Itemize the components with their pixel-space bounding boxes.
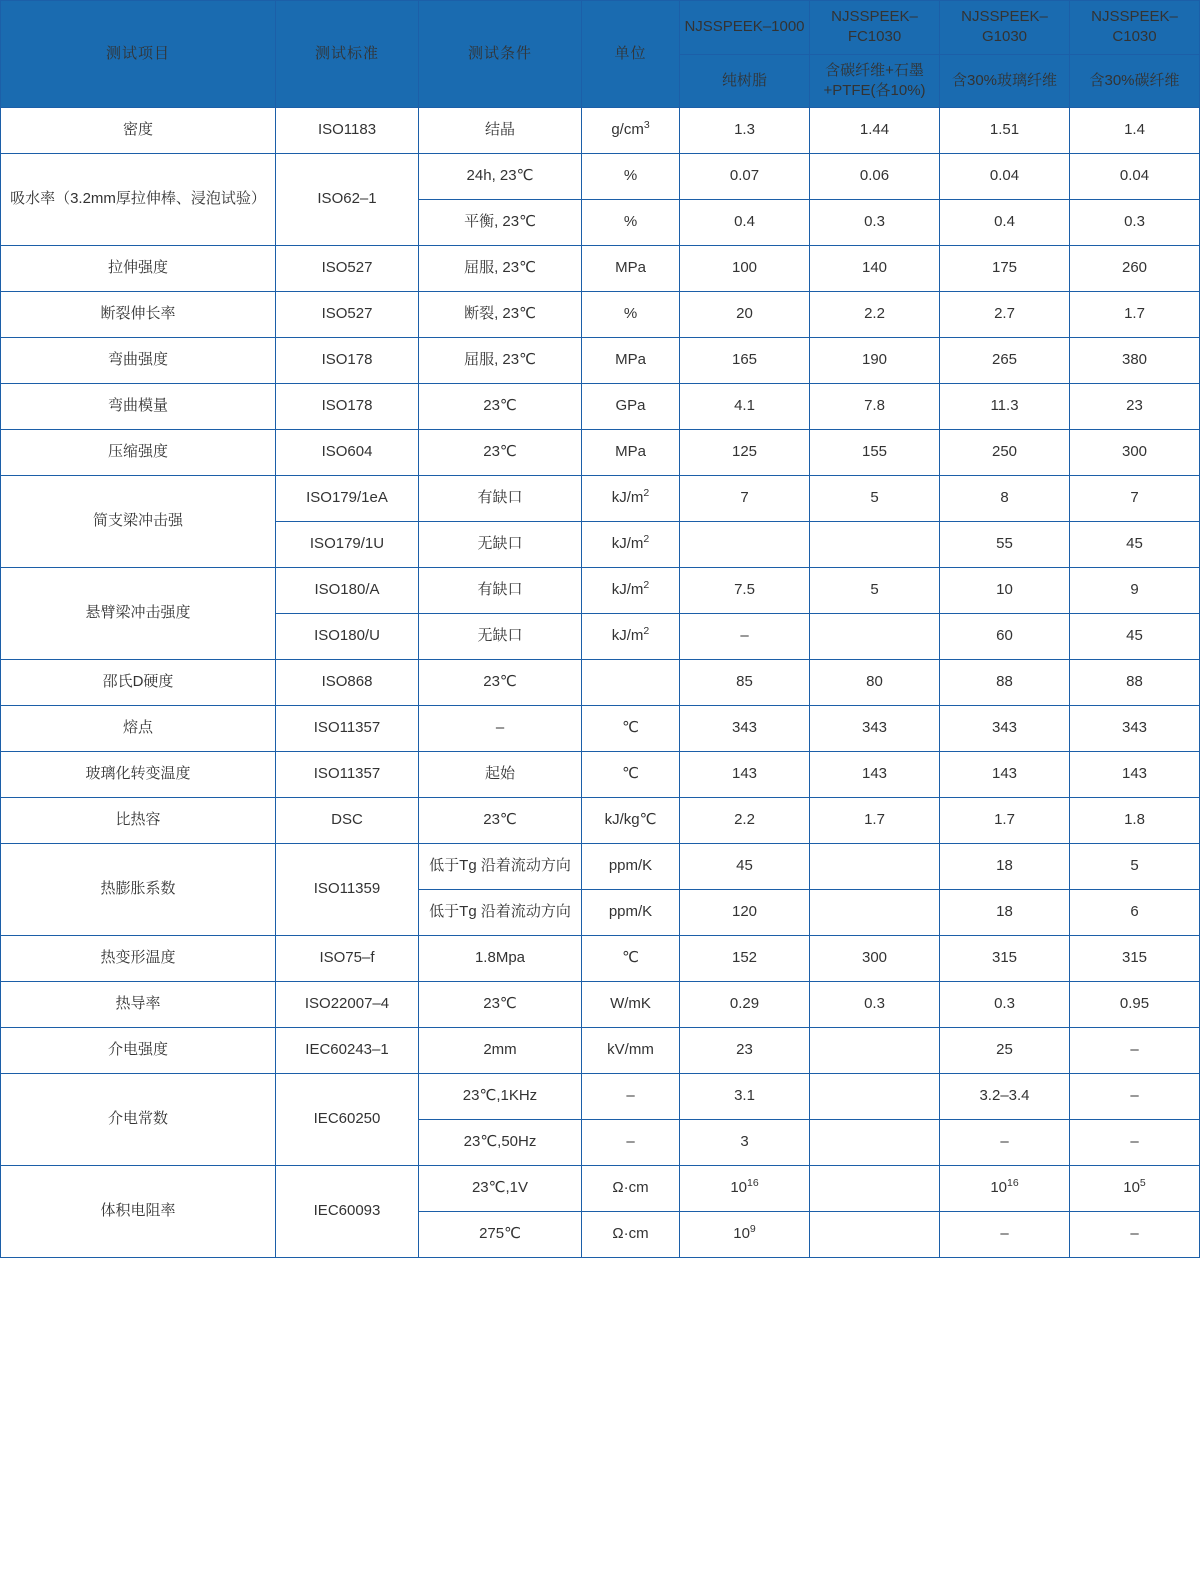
property-name-cell: 拉伸强度 [1,246,276,292]
property-name-cell: 体积电阻率 [1,1166,276,1258]
value-cell-product-0: 0.07 [680,154,810,200]
value-cell-product-0: 0.29 [680,982,810,1028]
header-condition: 测试条件 [419,1,582,108]
unit-cell: % [582,200,680,246]
unit-cell: % [582,154,680,200]
value-cell-product-0 [680,522,810,568]
test-standard-cell: ISO11357 [276,752,419,798]
value-cell-product-1: 0.3 [810,982,940,1028]
value-cell-product-1: 5 [810,568,940,614]
value-cell-product-0: 1.3 [680,108,810,154]
value-cell-product-0: 20 [680,292,810,338]
value-cell-product-2: 265 [940,338,1070,384]
value-cell-product-3: 380 [1070,338,1200,384]
value-cell-product-3: 23 [1070,384,1200,430]
value-cell-product-3: – [1070,1120,1200,1166]
value-cell-product-2: 0.4 [940,200,1070,246]
value-cell-product-1: 80 [810,660,940,706]
test-standard-cell: ISO604 [276,430,419,476]
unit-cell: GPa [582,384,680,430]
property-name-cell: 悬臂梁冲击强度 [1,568,276,660]
value-cell-product-1: 140 [810,246,940,292]
value-cell-product-1: 1.44 [810,108,940,154]
test-condition-cell: 23℃ [419,430,582,476]
test-condition-cell: 无缺口 [419,522,582,568]
value-cell-product-2: – [940,1120,1070,1166]
table-row [1,108,1200,154]
unit-cell: MPa [582,338,680,384]
test-condition-cell: 无缺口 [419,614,582,660]
test-condition-cell: 24h, 23℃ [419,154,582,200]
value-cell-product-3: 88 [1070,660,1200,706]
test-condition-cell: 平衡, 23℃ [419,200,582,246]
property-name-cell: 热膨胀系数 [1,844,276,936]
header-item: 测试项目 [1,1,276,108]
property-name-cell: 压缩强度 [1,430,276,476]
value-cell-product-3: $10^5$ [1070,1166,1200,1212]
header-product-name-1: NJSSPEEK–FC1030 [810,1,940,55]
value-cell-product-2: 18 [940,890,1070,936]
table-row [1,706,1200,752]
test-standard-cell: IEC60093 [276,1166,419,1258]
test-standard-cell: ISO868 [276,660,419,706]
value-cell-product-0: 4.1 [680,384,810,430]
table-row [1,292,1200,338]
value-cell-product-2: 3.2–3.4 [940,1074,1070,1120]
table-row [1,430,1200,476]
property-name-cell: 热导率 [1,982,276,1028]
value-cell-product-0: 3.1 [680,1074,810,1120]
value-cell-product-0: 7.5 [680,568,810,614]
test-standard-cell: ISO75–f [276,936,419,982]
value-cell-product-1 [810,1166,940,1212]
value-cell-product-3: 1.8 [1070,798,1200,844]
value-cell-product-1: 0.06 [810,154,940,200]
test-condition-cell: 23℃ [419,660,582,706]
table-row [1,752,1200,798]
unit-cell: MPa [582,246,680,292]
value-cell-product-3: – [1070,1074,1200,1120]
test-standard-cell: ISO178 [276,384,419,430]
test-standard-cell: ISO179/1eA [276,476,419,522]
property-name-cell: 密度 [1,108,276,154]
value-cell-product-2: 55 [940,522,1070,568]
value-cell-product-0: 23 [680,1028,810,1074]
header-product-desc-3: 含30%碳纤维 [1070,54,1200,108]
value-cell-product-3: 5 [1070,844,1200,890]
value-cell-product-0: 152 [680,936,810,982]
test-standard-cell: IEC60243–1 [276,1028,419,1074]
value-cell-product-2: 0.3 [940,982,1070,1028]
property-name-cell: 介电常数 [1,1074,276,1166]
value-cell-product-2: 25 [940,1028,1070,1074]
value-cell-product-2: 143 [940,752,1070,798]
unit-cell: ℃ [582,752,680,798]
table-row [1,154,1200,200]
table-row [1,936,1200,982]
test-standard-cell: ISO22007–4 [276,982,419,1028]
unit-cell: ppm/K [582,890,680,936]
unit-cell: ℃ [582,706,680,752]
test-condition-cell: – [419,706,582,752]
value-cell-product-0: 3 [680,1120,810,1166]
header-standard: 测试标准 [276,1,419,108]
value-cell-product-1: 2.2 [810,292,940,338]
table-row [1,660,1200,706]
value-cell-product-2: 315 [940,936,1070,982]
value-cell-product-0: 165 [680,338,810,384]
table-row [1,798,1200,844]
value-cell-product-0: 7 [680,476,810,522]
value-cell-product-3: 343 [1070,706,1200,752]
value-cell-product-2: 8 [940,476,1070,522]
value-cell-product-1: 1.7 [810,798,940,844]
unit-cell: $kJ/m^2$ [582,568,680,614]
property-name-cell: 邵氏D硬度 [1,660,276,706]
property-name-cell: 简支梁冲击强 [1,476,276,568]
value-cell-product-3: – [1070,1028,1200,1074]
header-product-desc-1: 含碳纤维+石墨+PTFE(各10%) [810,54,940,108]
test-condition-cell: 23℃,1V [419,1166,582,1212]
property-name-cell: 比热容 [1,798,276,844]
unit-cell: $kJ/m^2$ [582,476,680,522]
value-cell-product-3: 0.95 [1070,982,1200,1028]
property-name-cell: 断裂伸长率 [1,292,276,338]
test-standard-cell: ISO180/A [276,568,419,614]
table-row [1,568,1200,614]
value-cell-product-3: 1.7 [1070,292,1200,338]
test-condition-cell: 2mm [419,1028,582,1074]
table-header [1,1,1200,108]
test-standard-cell: DSC [276,798,419,844]
value-cell-product-3: 9 [1070,568,1200,614]
value-cell-product-0: 143 [680,752,810,798]
header-unit: 单位 [582,1,680,108]
unit-cell: ℃ [582,936,680,982]
test-condition-cell: 有缺口 [419,568,582,614]
value-cell-product-2: – [940,1212,1070,1258]
table-row [1,384,1200,430]
value-cell-product-3: 6 [1070,890,1200,936]
property-name-cell: 玻璃化转变温度 [1,752,276,798]
value-cell-product-2: 1.7 [940,798,1070,844]
test-standard-cell: ISO179/1U [276,522,419,568]
table-body [1,108,1200,1258]
table-row [1,476,1200,522]
table-row [1,1166,1200,1212]
test-condition-cell: 屈服, 23℃ [419,338,582,384]
value-cell-product-2: 250 [940,430,1070,476]
test-standard-cell: ISO1183 [276,108,419,154]
unit-cell: kV/mm [582,1028,680,1074]
value-cell-product-0: 100 [680,246,810,292]
unit-cell: % [582,292,680,338]
value-cell-product-1 [810,614,940,660]
value-cell-product-1: 5 [810,476,940,522]
test-standard-cell: ISO527 [276,246,419,292]
value-cell-product-2: 343 [940,706,1070,752]
value-cell-product-3: – [1070,1212,1200,1258]
test-condition-cell: 屈服, 23℃ [419,246,582,292]
unit-cell: kJ/kg℃ [582,798,680,844]
test-condition-cell: 有缺口 [419,476,582,522]
table-row [1,246,1200,292]
value-cell-product-2: 18 [940,844,1070,890]
test-condition-cell: 23℃,1KHz [419,1074,582,1120]
property-name-cell: 弯曲强度 [1,338,276,384]
value-cell-product-1 [810,1212,940,1258]
value-cell-product-0: $10^{16}$ [680,1166,810,1212]
test-condition-cell: 23℃ [419,982,582,1028]
unit-cell: $g/cm^3$ [582,108,680,154]
test-standard-cell: ISO11359 [276,844,419,936]
unit-cell: ppm/K [582,844,680,890]
value-cell-product-3: 315 [1070,936,1200,982]
value-cell-product-0: 0.4 [680,200,810,246]
test-standard-cell: ISO62–1 [276,154,419,246]
value-cell-product-2: 175 [940,246,1070,292]
unit-cell [582,660,680,706]
header-product-name-2: NJSSPEEK–G1030 [940,1,1070,55]
value-cell-product-1: 143 [810,752,940,798]
test-condition-cell: 断裂, 23℃ [419,292,582,338]
property-name-cell: 介电强度 [1,1028,276,1074]
value-cell-product-1: 7.8 [810,384,940,430]
value-cell-product-1 [810,1120,940,1166]
value-cell-product-0: – [680,614,810,660]
value-cell-product-3: 45 [1070,522,1200,568]
unit-cell: W/mK [582,982,680,1028]
table-row [1,1074,1200,1120]
table-row [1,1028,1200,1074]
table-row [1,982,1200,1028]
test-condition-cell: 23℃ [419,384,582,430]
test-condition-cell: 起始 [419,752,582,798]
test-condition-cell: 1.8Mpa [419,936,582,982]
header-product-desc-2: 含30%玻璃纤维 [940,54,1070,108]
value-cell-product-3: 45 [1070,614,1200,660]
unit-cell: – [582,1074,680,1120]
unit-cell: – [582,1120,680,1166]
value-cell-product-3: 0.04 [1070,154,1200,200]
unit-cell: Ω·cm [582,1166,680,1212]
value-cell-product-1 [810,1028,940,1074]
property-name-cell: 热变形温度 [1,936,276,982]
test-condition-cell: 低于Tg 沿着流动方向 [419,844,582,890]
value-cell-product-0: 120 [680,890,810,936]
value-cell-product-0: 2.2 [680,798,810,844]
value-cell-product-1: 190 [810,338,940,384]
property-name-cell: 熔点 [1,706,276,752]
value-cell-product-3: 300 [1070,430,1200,476]
value-cell-product-1: 155 [810,430,940,476]
value-cell-product-2: 10 [940,568,1070,614]
test-standard-cell: ISO527 [276,292,419,338]
test-condition-cell: 23℃ [419,798,582,844]
property-name-cell: 吸水率（3.2mm厚拉伸棒、浸泡试验） [1,154,276,246]
value-cell-product-2: 11.3 [940,384,1070,430]
unit-cell: Ω·cm [582,1212,680,1258]
value-cell-product-1: 343 [810,706,940,752]
value-cell-product-0: 343 [680,706,810,752]
value-cell-product-3: 143 [1070,752,1200,798]
header-product-name-0: NJSSPEEK–1000 [680,1,810,55]
table-row [1,338,1200,384]
value-cell-product-2: $10^{16}$ [940,1166,1070,1212]
header-product-name-3: NJSSPEEK–C1030 [1070,1,1200,55]
value-cell-product-0: 125 [680,430,810,476]
test-standard-cell: ISO11357 [276,706,419,752]
value-cell-product-2: 2.7 [940,292,1070,338]
test-condition-cell: 低于Tg 沿着流动方向 [419,890,582,936]
header-product-desc-0: 纯树脂 [680,54,810,108]
value-cell-product-2: 60 [940,614,1070,660]
value-cell-product-1: 300 [810,936,940,982]
value-cell-product-3: 7 [1070,476,1200,522]
value-cell-product-2: 0.04 [940,154,1070,200]
test-standard-cell: IEC60250 [276,1074,419,1166]
value-cell-product-1: 0.3 [810,200,940,246]
unit-cell: $kJ/m^2$ [582,522,680,568]
unit-cell: MPa [582,430,680,476]
test-condition-cell: 23℃,50Hz [419,1120,582,1166]
value-cell-product-2: 88 [940,660,1070,706]
test-standard-cell: ISO180/U [276,614,419,660]
value-cell-product-1 [810,844,940,890]
test-condition-cell: 275℃ [419,1212,582,1258]
test-standard-cell: ISO178 [276,338,419,384]
value-cell-product-1 [810,522,940,568]
value-cell-product-1 [810,1074,940,1120]
value-cell-product-3: 1.4 [1070,108,1200,154]
table-row [1,844,1200,890]
property-name-cell: 弯曲模量 [1,384,276,430]
value-cell-product-0: 45 [680,844,810,890]
value-cell-product-3: 260 [1070,246,1200,292]
unit-cell: $kJ/m^2$ [582,614,680,660]
value-cell-product-2: 1.51 [940,108,1070,154]
test-condition-cell: 结晶 [419,108,582,154]
value-cell-product-0: $10^9$ [680,1212,810,1258]
value-cell-product-0: 85 [680,660,810,706]
value-cell-product-1 [810,890,940,936]
value-cell-product-3: 0.3 [1070,200,1200,246]
